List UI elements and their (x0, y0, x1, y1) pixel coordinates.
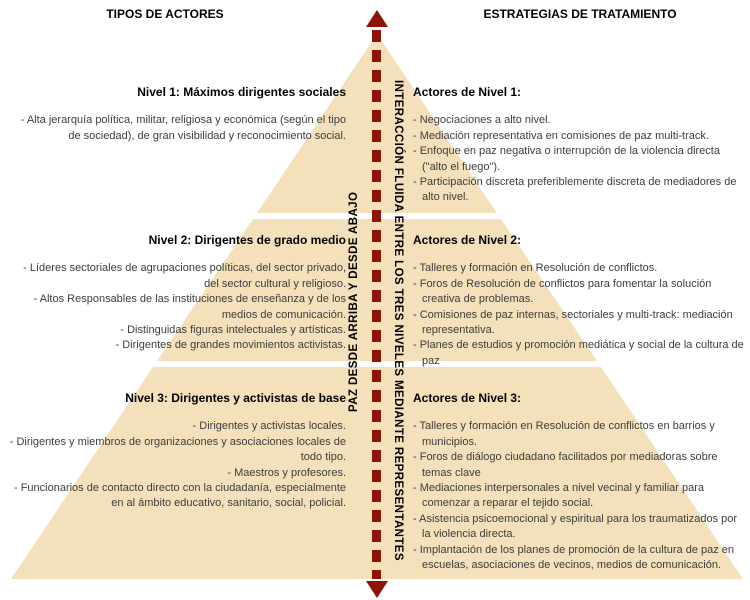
list-item: - Enfoque en paz negativa o interrupción de la violencia directa ("alto el fuego"). (413, 145, 720, 173)
level-3-actors-title: Nivel 3: Dirigentes y activistas de base (125, 391, 346, 405)
level-1-actors-title: Nivel 1: Máximos dirigentes sociales (137, 85, 346, 99)
down-arrowhead-icon (366, 581, 388, 598)
list-item: - Implantación de los planes de promoción de la cultura de paz en escuelas, asociaciones de vecinos, medios de comunicación. (413, 543, 735, 572)
level-2-strategies-title: Actores de Nivel 2: (413, 233, 522, 247)
up-arrowhead-icon (366, 10, 388, 27)
level-2-strategies-list (413, 261, 747, 369)
list-item: - Talleres y formación en Resolución de conflictos en barrios y municipios. (413, 420, 715, 448)
level-2-strategies-block (413, 233, 747, 369)
list-item: - Mediación representativa en comisiones de paz multi-track. (413, 129, 709, 142)
level-2-actors-list (8, 261, 346, 353)
list-item: - Alta jerarquía política, militar, religiosa y económica (según el tipo de sociedad), de gran visibilidad y reconocimiento social. (20, 114, 346, 142)
list-item: - Participación discreta preferiblemente discreta de mediadores de alto nivel. (413, 176, 737, 204)
level-3-strategies-block (413, 391, 747, 573)
list-item: - Negociaciones a alto nivel. (413, 114, 551, 127)
list-item: - Distinguidas figuras intelectuales y artísticas. (120, 324, 346, 337)
list-item: - Talleres y formación en Resolución de conflictos. (413, 262, 658, 275)
list-item: - Foros de diálogo ciudadano facilitados por mediadoras sobre temas clave (413, 451, 718, 479)
level-1-strategies-list (413, 113, 747, 205)
list-item: - Foros de Resolución de conflictos para fomentar la solución creativa de problemas. (413, 277, 712, 306)
list-item: - Dirigentes y miembros de organizaciones y asociaciones locales de todo tipo. (9, 435, 346, 464)
level-3-strategies-list (413, 419, 747, 573)
strategies-column-header: ESTRATEGIAS DE TRATAMIENTO (483, 7, 677, 21)
level-1-strategies-title: Actores de Nivel 1: (413, 85, 522, 99)
level-3-strategies-title: Actores de Nivel 3: (413, 391, 522, 405)
level-2-actors-title: Nivel 2: Dirigentes de grado medio (148, 233, 346, 247)
dashed-arrow-line (372, 30, 381, 579)
actors-column-header: TIPOS DE ACTORES (106, 7, 224, 21)
level-2-actors-block (8, 233, 346, 354)
level-1-actors-list (8, 113, 346, 144)
level-1-actors-block (8, 85, 346, 144)
list-item: - Altos Responsables de las instituciones de enseñanza y de los medios de comunicación. (33, 293, 346, 321)
list-item: - Funcionarios de contacto directo con la ciudadanía, especialmente en al ámbito educativo, sanitario, social, policial. (13, 482, 346, 510)
list-item: - Planes de estudios y promoción mediática y social de la cultura de paz (413, 339, 744, 367)
level-1-strategies-block (413, 85, 747, 206)
level-3-actors-list (8, 419, 346, 511)
list-item: - Dirigentes de grandes movimientos activistas. (115, 339, 346, 352)
peace-axis-label: PAZ DESDE ARRIBA Y DESDE ABAJO (348, 191, 360, 413)
list-item: - Líderes sectoriales de agrupaciones políticas, del sector privado, del sector cultural y religioso. (23, 262, 346, 290)
list-item: - Comisiones de paz internas, sectoriales y multi-track: mediación representativa. (413, 308, 733, 337)
list-item: - Mediaciones interpersonales a nivel vecinal y familiar para comenzar a reparar el tejido social. (413, 482, 705, 510)
level-3-actors-block (8, 391, 346, 512)
list-item: - Asistencia psicoemocional y espiritual para los traumatizados por la violencia directa. (413, 512, 738, 541)
interaction-axis-label: INTERACCIÓN FLUIDA ENTRE LOS TRES NIVELES MEDIANTE REPRESENTANTES (392, 79, 404, 561)
list-item: - Dirigentes y activistas locales. (192, 420, 346, 433)
list-item: - Maestros y profesores. (227, 466, 346, 479)
